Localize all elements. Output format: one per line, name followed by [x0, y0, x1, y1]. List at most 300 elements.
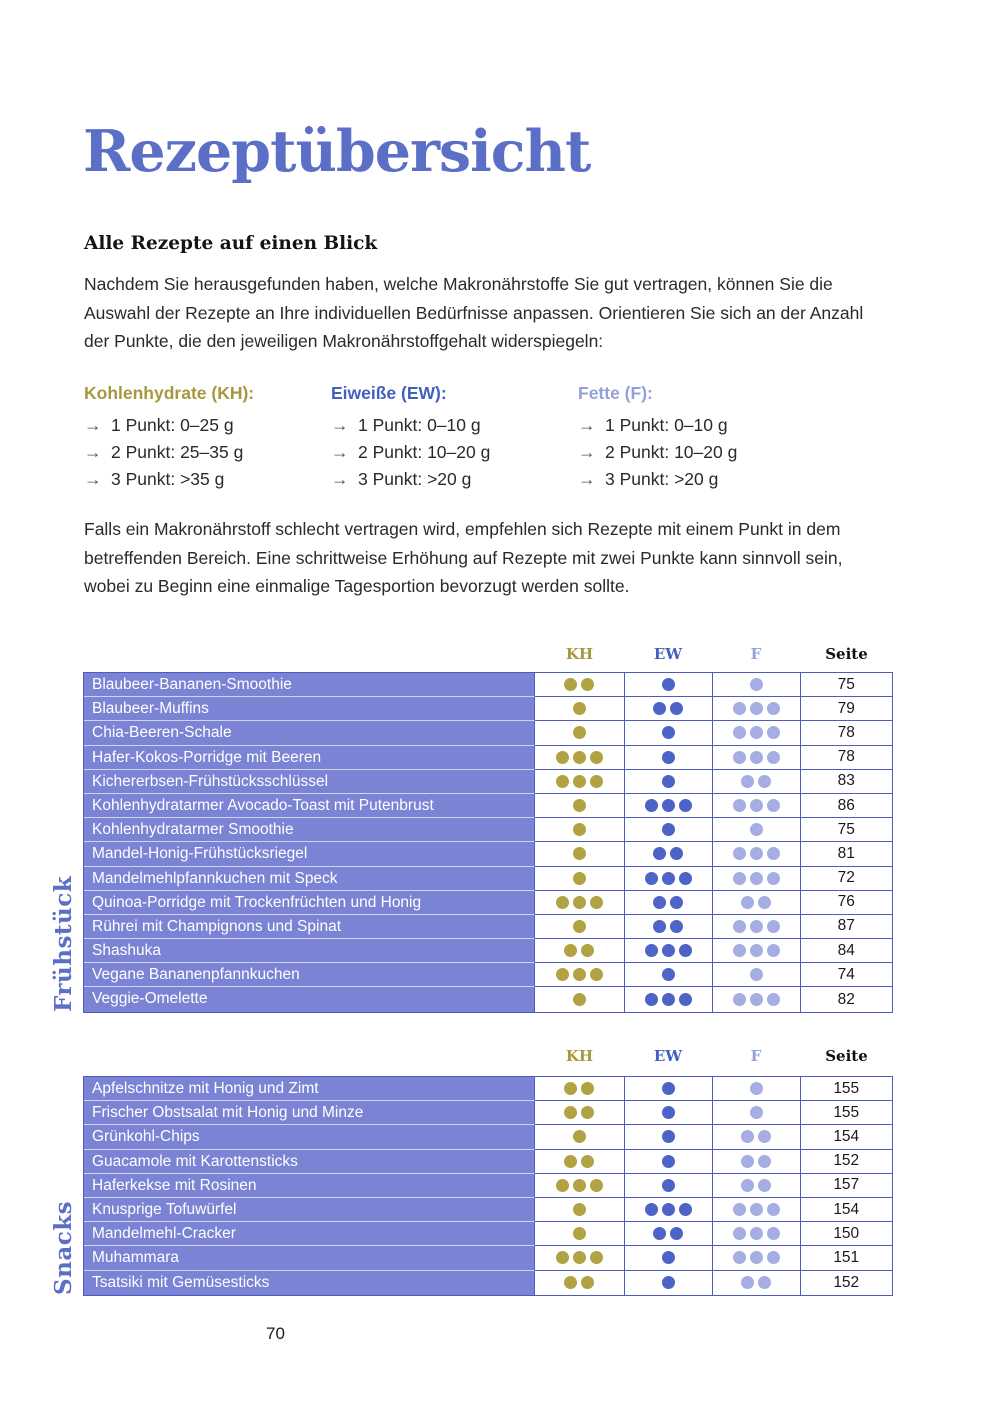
header-ew: EW — [653, 645, 683, 663]
kh-point-dot — [581, 944, 594, 957]
legend-item-text: 1 Punkt: 0–25 g — [111, 415, 234, 435]
recipe-name: Quinoa-Porridge mit Trockenfrüchten und Honig — [84, 891, 535, 915]
page-ref: 155 — [800, 1101, 893, 1125]
legend-carbohydrates — [84, 383, 331, 493]
intro-paragraph: Nachdem Sie herausgefunden haben, welche Makronährstoffe Sie gut vertragen, können Sie die Auswahl der Rezepte an Ihre individuellen Bedürfnisse anpassen. Orientieren Sie sich an der Anzahl der Punkte, die den jeweiligen Makronährstoffgehalt widerspiegeln: — [84, 274, 864, 351]
f-point-dot — [750, 1082, 763, 1095]
f-point-dot — [733, 993, 746, 1006]
kh-dots — [535, 1150, 624, 1174]
table-header-row — [83, 1047, 893, 1067]
ew-point-dot — [645, 993, 658, 1006]
kh-point-dot — [573, 751, 586, 764]
ew-point-dot — [653, 702, 666, 715]
arrow-icon: → — [84, 442, 102, 462]
arrow-icon: → — [331, 469, 349, 489]
legend-item — [84, 439, 331, 466]
f-point-dot — [767, 702, 780, 715]
page-ref: 83 — [800, 770, 893, 794]
f-point-dot — [741, 896, 754, 909]
kh-point-dot — [564, 1106, 577, 1119]
kh-point-dot — [573, 1179, 586, 1192]
ew-point-dot — [670, 1227, 683, 1240]
f-point-dot — [758, 1276, 771, 1289]
f-point-dot — [758, 775, 771, 788]
kh-point-dot — [590, 1179, 603, 1192]
f-dots — [712, 963, 800, 987]
ew-point-dot — [662, 726, 675, 739]
kh-point-dot — [590, 968, 603, 981]
legend-f-title: Fette (F): — [578, 383, 653, 403]
kh-point-dot — [564, 944, 577, 957]
page-ref: 79 — [800, 697, 893, 721]
recipe-name: Frischer Obstsalat mit Honig und Minze — [84, 1101, 535, 1125]
kh-dots — [535, 915, 624, 939]
ew-point-dot — [662, 944, 675, 957]
f-dots — [712, 673, 800, 697]
legend-item — [84, 466, 331, 493]
page-ref: 87 — [800, 915, 893, 939]
f-point-dot — [750, 944, 763, 957]
f-dots — [712, 1150, 800, 1174]
table-row — [84, 1198, 892, 1222]
table-row — [84, 842, 892, 866]
ew-point-dot — [653, 847, 666, 860]
page-ref: 157 — [800, 1174, 893, 1198]
kh-dots — [535, 697, 624, 721]
legend-item-text: 2 Punkt: 10–20 g — [605, 442, 738, 462]
table-row — [84, 1125, 892, 1149]
table-row — [84, 915, 892, 939]
kh-dots — [535, 842, 624, 866]
kh-dots — [535, 746, 624, 770]
legend-item-text: 1 Punkt: 0–10 g — [605, 415, 728, 435]
recipe-name: Shashuka — [84, 939, 535, 963]
kh-point-dot — [573, 775, 586, 788]
kh-point-dot — [556, 896, 569, 909]
header-seite: Seite — [825, 1047, 868, 1065]
kh-point-dot — [581, 1082, 594, 1095]
table-row — [84, 1271, 892, 1295]
page-ref: 84 — [800, 939, 893, 963]
ew-point-dot — [662, 1106, 675, 1119]
ew-point-dot — [662, 1082, 675, 1095]
kh-dots — [535, 1198, 624, 1222]
page-ref: 155 — [800, 1077, 893, 1101]
f-dots — [712, 818, 800, 842]
legend-ew-title: Eiweiße (EW): — [331, 383, 447, 403]
f-point-dot — [750, 993, 763, 1006]
header-ew: EW — [653, 1047, 683, 1065]
legend-item-text: 1 Punkt: 0–10 g — [358, 415, 481, 435]
f-point-dot — [741, 1130, 754, 1143]
legend-kh-title: Kohlenhydrate (KH): — [84, 383, 255, 403]
kh-point-dot — [573, 1130, 586, 1143]
table-row — [84, 987, 892, 1011]
kh-dots — [535, 891, 624, 915]
page-ref: 154 — [800, 1198, 893, 1222]
ew-point-dot — [679, 1203, 692, 1216]
table-row — [84, 818, 892, 842]
legend-proteins — [331, 383, 578, 493]
legend-item — [578, 412, 825, 439]
ew-dots — [624, 1198, 712, 1222]
f-point-dot — [750, 678, 763, 691]
recipe-name: Blaubeer-Bananen-Smoothie — [84, 673, 535, 697]
ew-dots — [624, 746, 712, 770]
kh-dots — [535, 721, 624, 745]
f-point-dot — [741, 1155, 754, 1168]
recipe-name: Veggie-Omelette — [84, 987, 535, 1011]
f-point-dot — [733, 1251, 746, 1264]
f-point-dot — [758, 896, 771, 909]
kh-point-dot — [556, 968, 569, 981]
f-dots — [712, 1246, 800, 1270]
kh-dots — [535, 818, 624, 842]
f-dots — [712, 697, 800, 721]
ew-dots — [624, 1150, 712, 1174]
f-point-dot — [733, 1203, 746, 1216]
f-point-dot — [750, 702, 763, 715]
f-point-dot — [750, 751, 763, 764]
kh-point-dot — [581, 1276, 594, 1289]
f-point-dot — [733, 751, 746, 764]
kh-dots — [535, 867, 624, 891]
f-dots — [712, 891, 800, 915]
table-row — [84, 1150, 892, 1174]
table-row — [84, 697, 892, 721]
kh-point-dot — [564, 1082, 577, 1095]
table-row — [84, 746, 892, 770]
page-ref: 150 — [800, 1222, 893, 1246]
kh-point-dot — [573, 920, 586, 933]
f-point-dot — [750, 799, 763, 812]
f-point-dot — [733, 872, 746, 885]
recipe-name: Haferkekse mit Rosinen — [84, 1174, 535, 1198]
f-point-dot — [750, 726, 763, 739]
ew-dots — [624, 891, 712, 915]
section-label-snacks: Snacks — [50, 1200, 77, 1295]
f-point-dot — [758, 1155, 771, 1168]
f-point-dot — [741, 1179, 754, 1192]
recipe-name: Apfelschnitze mit Honig und Zimt — [84, 1077, 535, 1101]
recipe-name: Mandel-Honig-Frühstücksriegel — [84, 842, 535, 866]
ew-point-dot — [670, 920, 683, 933]
ew-point-dot — [662, 1155, 675, 1168]
kh-point-dot — [573, 993, 586, 1006]
ew-point-dot — [662, 1130, 675, 1143]
legend-item — [578, 439, 825, 466]
kh-dots — [535, 963, 624, 987]
ew-point-dot — [670, 702, 683, 715]
ew-point-dot — [670, 847, 683, 860]
f-point-dot — [750, 1203, 763, 1216]
kh-point-dot — [556, 751, 569, 764]
kh-point-dot — [573, 1227, 586, 1240]
f-point-dot — [767, 1251, 780, 1264]
f-dots — [712, 1101, 800, 1125]
arrow-icon: → — [331, 415, 349, 435]
recipe-name: Blaubeer-Muffins — [84, 697, 535, 721]
f-point-dot — [750, 872, 763, 885]
ew-point-dot — [679, 944, 692, 957]
header-kh: KH — [565, 645, 594, 663]
f-point-dot — [741, 775, 754, 788]
page-ref: 152 — [800, 1150, 893, 1174]
kh-point-dot — [573, 702, 586, 715]
ew-point-dot — [662, 1276, 675, 1289]
table-row — [84, 891, 892, 915]
f-dots — [712, 987, 800, 1011]
kh-dots — [535, 1101, 624, 1125]
kh-point-dot — [556, 1179, 569, 1192]
header-f: F — [750, 1047, 762, 1065]
kh-point-dot — [564, 678, 577, 691]
f-point-dot — [767, 799, 780, 812]
kh-point-dot — [564, 1155, 577, 1168]
kh-dots — [535, 673, 624, 697]
f-dots — [712, 794, 800, 818]
f-point-dot — [767, 1227, 780, 1240]
page-ref: 75 — [800, 673, 893, 697]
kh-dots — [535, 939, 624, 963]
ew-dots — [624, 963, 712, 987]
ew-dots — [624, 1246, 712, 1270]
table-row — [84, 794, 892, 818]
table-row — [84, 1246, 892, 1270]
f-dots — [712, 915, 800, 939]
section-heading: Alle Rezepte auf einen Blick — [84, 233, 378, 254]
f-point-dot — [733, 726, 746, 739]
table-header-row — [83, 645, 893, 665]
legend-item — [331, 412, 578, 439]
f-dots — [712, 1222, 800, 1246]
f-point-dot — [750, 968, 763, 981]
recipe-name: Hafer-Kokos-Porridge mit Beeren — [84, 746, 535, 770]
f-point-dot — [758, 1130, 771, 1143]
ew-dots — [624, 697, 712, 721]
ew-dots — [624, 721, 712, 745]
ew-point-dot — [645, 1203, 658, 1216]
kh-point-dot — [573, 896, 586, 909]
ew-dots — [624, 770, 712, 794]
ew-dots — [624, 867, 712, 891]
f-dots — [712, 1077, 800, 1101]
ew-dots — [624, 1101, 712, 1125]
f-point-dot — [750, 847, 763, 860]
ew-dots — [624, 1125, 712, 1149]
kh-point-dot — [573, 847, 586, 860]
kh-point-dot — [590, 775, 603, 788]
ew-point-dot — [662, 993, 675, 1006]
f-point-dot — [741, 1276, 754, 1289]
section-label-fruehstueck: Frühstück — [50, 875, 77, 1012]
f-point-dot — [733, 944, 746, 957]
table-row — [84, 673, 892, 697]
page-ref: 82 — [800, 987, 893, 1011]
recipe-name: Grünkohl-Chips — [84, 1125, 535, 1149]
kh-dots — [535, 1271, 624, 1295]
ew-point-dot — [662, 678, 675, 691]
kh-point-dot — [581, 1106, 594, 1119]
recipe-name: Kichererbsen-Frühstücksschlüssel — [84, 770, 535, 794]
recipe-name: Knusprige Tofuwürfel — [84, 1198, 535, 1222]
kh-dots — [535, 1125, 624, 1149]
ew-point-dot — [670, 896, 683, 909]
kh-dots — [535, 1222, 624, 1246]
f-point-dot — [733, 702, 746, 715]
kh-point-dot — [590, 896, 603, 909]
legend-item-text: 3 Punkt: >20 g — [358, 469, 472, 489]
f-point-dot — [750, 823, 763, 836]
page-title: Rezeptübersicht — [83, 118, 591, 185]
f-point-dot — [733, 847, 746, 860]
f-dots — [712, 1198, 800, 1222]
f-point-dot — [733, 920, 746, 933]
legend-item — [331, 466, 578, 493]
f-dots — [712, 1174, 800, 1198]
kh-point-dot — [573, 968, 586, 981]
kh-dots — [535, 1077, 624, 1101]
f-point-dot — [750, 1251, 763, 1264]
f-point-dot — [758, 1179, 771, 1192]
ew-point-dot — [653, 896, 666, 909]
legend-item — [331, 439, 578, 466]
f-point-dot — [767, 1203, 780, 1216]
ew-dots — [624, 1077, 712, 1101]
kh-point-dot — [573, 1251, 586, 1264]
snacks-table — [83, 1076, 893, 1296]
recipe-name: Chia-Beeren-Schale — [84, 721, 535, 745]
f-point-dot — [750, 1227, 763, 1240]
table-row — [84, 1077, 892, 1101]
arrow-icon: → — [84, 469, 102, 489]
ew-point-dot — [662, 823, 675, 836]
f-dots — [712, 721, 800, 745]
recipe-name: Rührei mit Champignons und Spinat — [84, 915, 535, 939]
ew-dots — [624, 818, 712, 842]
page-ref: 78 — [800, 721, 893, 745]
ew-point-dot — [679, 799, 692, 812]
kh-dots — [535, 1246, 624, 1270]
f-dots — [712, 1125, 800, 1149]
page-ref: 74 — [800, 963, 893, 987]
f-point-dot — [767, 993, 780, 1006]
kh-point-dot — [573, 823, 586, 836]
f-point-dot — [767, 847, 780, 860]
page-number: 70 — [266, 1324, 285, 1343]
ew-point-dot — [645, 872, 658, 885]
kh-point-dot — [590, 1251, 603, 1264]
f-point-dot — [750, 1106, 763, 1119]
f-point-dot — [733, 1227, 746, 1240]
page-ref: 151 — [800, 1246, 893, 1270]
f-point-dot — [767, 872, 780, 885]
f-dots — [712, 1271, 800, 1295]
ew-dots — [624, 1271, 712, 1295]
header-name-spacer — [83, 1047, 535, 1067]
kh-dots — [535, 1174, 624, 1198]
ew-dots — [624, 915, 712, 939]
recipe-name: Tsatsiki mit Gemüsesticks — [84, 1271, 535, 1295]
kh-point-dot — [556, 775, 569, 788]
kh-point-dot — [573, 872, 586, 885]
ew-dots — [624, 939, 712, 963]
table-row — [84, 963, 892, 987]
page-ref: 78 — [800, 746, 893, 770]
f-point-dot — [767, 751, 780, 764]
legend-item-text: 2 Punkt: 10–20 g — [358, 442, 491, 462]
kh-point-dot — [590, 751, 603, 764]
header-kh: KH — [565, 1047, 594, 1065]
page-ref: 75 — [800, 818, 893, 842]
f-point-dot — [767, 726, 780, 739]
page-ref: 81 — [800, 842, 893, 866]
recipe-name: Vegane Bananenpfannkuchen — [84, 963, 535, 987]
legend-item — [578, 466, 825, 493]
f-point-dot — [767, 944, 780, 957]
kh-point-dot — [556, 1251, 569, 1264]
table-row — [84, 1222, 892, 1246]
ew-point-dot — [679, 993, 692, 1006]
note-paragraph: Falls ein Makronährstoff schlecht vertragen wird, empfehlen sich Rezepte mit einem Punkt in dem betreffenden Bereich. Eine schrittweise Erhöhung auf Rezepte mit zwei Punkte kann sinnvoll sein, wobei zu Beginn eine einmalige Tagesportion bevorzugt werden sollte. — [84, 519, 843, 596]
page-ref: 76 — [800, 891, 893, 915]
ew-point-dot — [679, 872, 692, 885]
table-row — [84, 939, 892, 963]
breakfast-table — [83, 672, 893, 1013]
ew-point-dot — [645, 944, 658, 957]
legend-item-text: 3 Punkt: >20 g — [605, 469, 719, 489]
f-dots — [712, 939, 800, 963]
table-row — [84, 1174, 892, 1198]
recipe-name: Kohlenhydratarmer Avocado-Toast mit Putenbrust — [84, 794, 535, 818]
arrow-icon: → — [84, 415, 102, 435]
ew-point-dot — [662, 799, 675, 812]
f-dots — [712, 770, 800, 794]
kh-point-dot — [573, 799, 586, 812]
ew-point-dot — [662, 872, 675, 885]
ew-point-dot — [653, 1227, 666, 1240]
table-row — [84, 1101, 892, 1125]
ew-point-dot — [662, 968, 675, 981]
kh-point-dot — [564, 1276, 577, 1289]
header-f: F — [750, 645, 762, 663]
arrow-icon: → — [578, 442, 596, 462]
ew-point-dot — [645, 799, 658, 812]
kh-point-dot — [573, 1203, 586, 1216]
f-point-dot — [733, 799, 746, 812]
legend-item-text: 2 Punkt: 25–35 g — [111, 442, 244, 462]
kh-dots — [535, 987, 624, 1011]
kh-dots — [535, 794, 624, 818]
ew-dots — [624, 987, 712, 1011]
kh-point-dot — [581, 1155, 594, 1168]
header-name-spacer — [83, 645, 535, 665]
ew-dots — [624, 1174, 712, 1198]
ew-dots — [624, 794, 712, 818]
f-dots — [712, 746, 800, 770]
ew-dots — [624, 842, 712, 866]
table-row — [84, 770, 892, 794]
ew-point-dot — [653, 920, 666, 933]
page-ref: 152 — [800, 1271, 893, 1295]
points-legend — [84, 383, 894, 493]
table-row — [84, 867, 892, 891]
ew-point-dot — [662, 1203, 675, 1216]
f-point-dot — [767, 920, 780, 933]
recipe-name: Mandelmehlpfannkuchen mit Speck — [84, 867, 535, 891]
ew-point-dot — [662, 775, 675, 788]
f-point-dot — [750, 920, 763, 933]
